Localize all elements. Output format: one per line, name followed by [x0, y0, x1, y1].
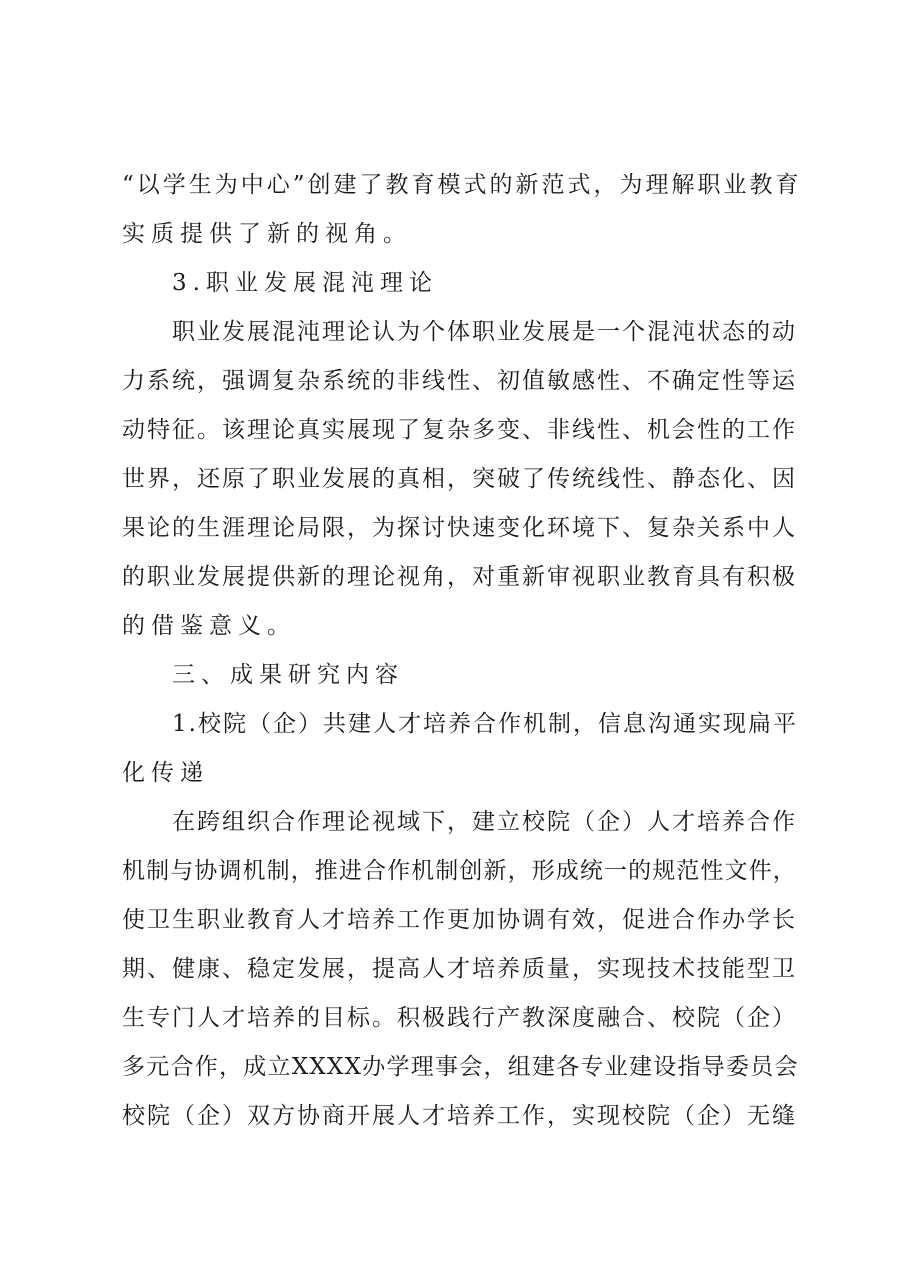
subsection-heading: 1.校院（企）共建人才培养合作机制，信息沟通实现扁平: [172, 711, 798, 737]
paragraph-line: 职业发展混沌理论认为个体职业发展是一个混沌状态的动: [172, 319, 797, 345]
paragraph-line: 多元合作，成立XXXX办学理事会，组建各专业建设指导委员会: [122, 1054, 799, 1080]
paragraph-line: 的借鉴意义。: [122, 613, 296, 639]
document-body: [122, 161, 802, 1141]
section-heading: 3.职业发展混沌理论: [172, 270, 438, 296]
paragraph-line: 生专门人才培养的目标。积极践行产教深度融合、校院（企）: [122, 1005, 797, 1031]
paragraph-line: 校院（企）双方协商开展人才培养工作，实现校院（企）无缝: [122, 1103, 797, 1129]
paragraph-line: 实质提供了新的视角。: [122, 221, 412, 247]
paragraph-line: 使卫生职业教育人才培养工作更加协调有效，促进合作办学长: [122, 907, 797, 933]
paragraph-line: 动特征。该理论真实展现了复杂多变、非线性、机会性的工作: [122, 417, 797, 443]
paragraph-line: 机制与协调机制，推进合作机制创新，形成统一的规范性文件，: [122, 858, 797, 884]
section-heading: 三、成果研究内容: [172, 662, 404, 688]
paragraph-line: 期、健康、稳定发展，提高人才培养质量，实现技术技能型卫: [122, 956, 797, 982]
paragraph-line: “以学生为中心”创建了教育模式的新范式，为理解职业教育: [122, 172, 802, 198]
subsection-heading: 化传递: [122, 760, 209, 786]
paragraph-line: 的职业发展提供新的理论视角，对重新审视职业教育具有积极: [122, 564, 797, 590]
paragraph-line: 世界，还原了职业发展的真相，突破了传统线性、静态化、因: [122, 466, 797, 492]
paragraph-line: 力系统，强调复杂系统的非线性、初值敏感性、不确定性等运: [122, 368, 797, 394]
paragraph-line: 在跨组织合作理论视域下，建立校院（企）人才培养合作: [172, 809, 797, 835]
paragraph-line: 果论的生涯理论局限，为探讨快速变化环境下、复杂关系中人: [122, 515, 797, 541]
